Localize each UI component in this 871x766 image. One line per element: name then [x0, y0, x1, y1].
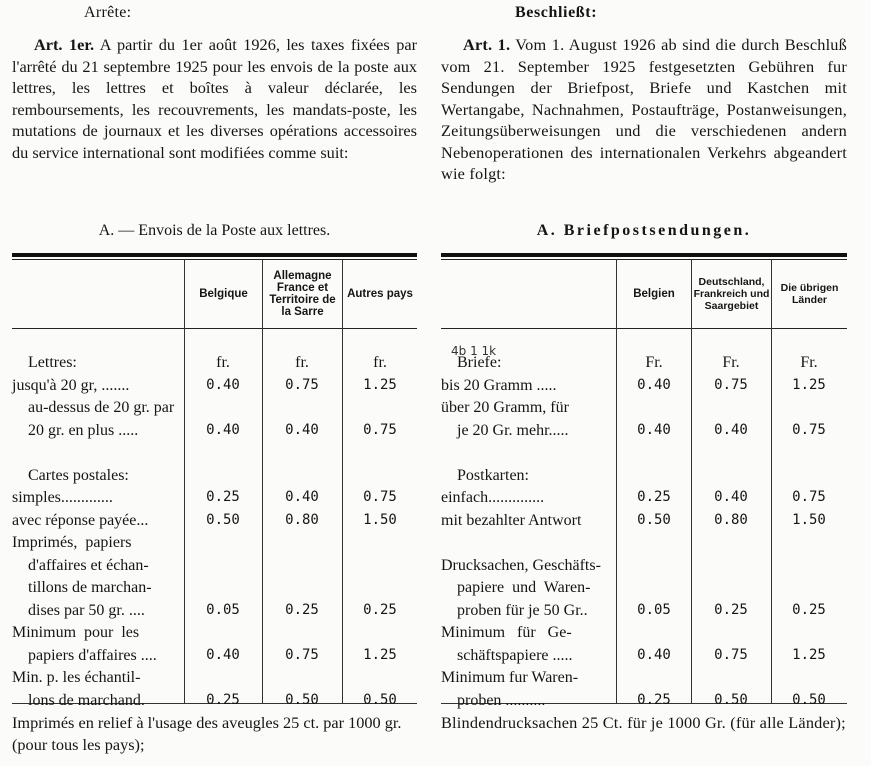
- cell-value: 0.40: [285, 489, 319, 505]
- cell-value: 0.40: [206, 376, 240, 393]
- row-label: papiers d'affaires ....: [12, 646, 157, 664]
- table-row: [441, 577, 847, 598]
- cell-value: 0.25: [363, 601, 397, 618]
- row-label: au-dessus de 20 gr. par: [12, 399, 175, 416]
- cell-value: 0.75: [792, 489, 826, 505]
- cell-value: 1.25: [363, 646, 397, 663]
- cell-value: 0.25: [206, 691, 240, 708]
- french-heading: Arrête:: [84, 4, 132, 21]
- row-label: avec réponse payée...: [12, 511, 149, 529]
- cell-value: 0.40: [637, 376, 671, 393]
- table-row: [12, 645, 417, 666]
- cell-value: fr.: [373, 354, 387, 371]
- table-row: [441, 532, 847, 553]
- table-row: [441, 375, 847, 396]
- cell-value: 0.50: [714, 691, 748, 708]
- cell-value: 1.50: [792, 511, 826, 528]
- cell-value: 0.50: [637, 511, 671, 528]
- cell-value: 1.25: [792, 646, 826, 663]
- table-row: [12, 622, 417, 643]
- cell-value: Fr.: [645, 354, 663, 371]
- row-label: Briefe:: [441, 354, 502, 371]
- cell-value: Fr.: [722, 354, 740, 371]
- table-row: [441, 600, 847, 621]
- cell-value: 0.75: [363, 421, 397, 438]
- cell-value: 0.75: [363, 489, 397, 505]
- table-row: [12, 690, 417, 711]
- cell-value: 0.25: [714, 601, 748, 618]
- column-header-deutschland: Deutschland, Frankreich und Saargebiet: [693, 276, 770, 312]
- row-label: simples.............: [12, 489, 113, 506]
- cell-value: fr.: [295, 354, 309, 371]
- row-label: über 20 Gramm, für: [441, 399, 569, 416]
- row-label: proben ..........: [441, 691, 546, 709]
- french-footer-text: Imprimés en relief à l'usage des aveugles 25 ct. par 1000 gr. (pour tous les pays);: [12, 713, 402, 754]
- table-row: [12, 667, 417, 688]
- cell-value: 0.40: [206, 646, 240, 663]
- german-heading: Beschließt:: [515, 4, 598, 21]
- cell-value: 0.75: [714, 376, 748, 393]
- row-label: schäftspapiere .....: [441, 646, 573, 664]
- row-label: 20 gr. en plus .....: [12, 421, 139, 439]
- table-top-thin-rule: [441, 259, 847, 260]
- table-row: [12, 420, 417, 441]
- cell-value: 0.75: [285, 376, 319, 393]
- row-label: proben für je 50 Gr..: [441, 601, 588, 619]
- cell-value: 1.25: [363, 376, 397, 393]
- table-row: [12, 600, 417, 621]
- cell-value: 0.40: [285, 421, 319, 438]
- table-row: [441, 397, 847, 418]
- row-label: Drucksachen, Geschäfts-: [441, 556, 601, 574]
- table-row: [441, 667, 847, 688]
- table-row: [12, 375, 417, 396]
- column-header-belgien: Belgien: [633, 288, 675, 300]
- french-article-label: Art. 1er.: [34, 35, 95, 54]
- row-label: jusqu'à 20 gr, .......: [12, 376, 130, 394]
- cell-value: 0.25: [637, 489, 671, 505]
- column-header-uebrige: Die übrigen Länder: [780, 282, 839, 306]
- pencil-annotation: 4b 1 1k: [451, 344, 497, 358]
- row-label: dises par 50 gr. ....: [12, 601, 145, 619]
- german-intro: [441, 34, 847, 185]
- table-row: [441, 645, 847, 666]
- cell-value: 0.25: [792, 601, 826, 618]
- cell-value: 0.40: [714, 489, 748, 505]
- row-label: tillons de marchan-: [12, 579, 152, 596]
- german-article-label: Art. 1.: [463, 35, 511, 54]
- cell-value: 0.50: [792, 691, 826, 708]
- row-label: je 20 Gr. mehr.....: [441, 421, 569, 439]
- cell-value: 0.50: [285, 691, 319, 708]
- cell-value: 0.40: [206, 421, 240, 438]
- row-label: einfach..............: [441, 489, 545, 506]
- row-label: Minimum pour les: [12, 624, 140, 641]
- row-label: Cartes postales:: [12, 466, 129, 484]
- german-footer-text: Blindendrucksachen 25 Ct. für je 1000 Gr. (für alle Länder);: [441, 713, 846, 732]
- cell-value: 0.05: [637, 601, 671, 618]
- cell-value: 0.25: [637, 691, 671, 708]
- table-row: [12, 510, 417, 531]
- cell-value: Fr.: [800, 354, 818, 371]
- cell-value: 0.80: [714, 511, 748, 528]
- french-intro: [12, 34, 417, 163]
- german-article-text: Vom 1. August 1926 ab sind die durch Beschluß vom 21. September 1925 festgesetzten Gebühren fur Sendungen der Briefpost, Briefe und Kastchen mit Wertangabe, Nachnahmen, Postaufträge, Postanweisungen, Zeitungsüberweisungen und die verschiedenen andern Nebenoperationen des internationalen Verkehrs abgeandert wie folgt:: [441, 35, 847, 183]
- column-header-allemagne: Allemagne France et Territoire de la Sarre: [269, 270, 336, 318]
- cell-value: 0.50: [363, 691, 397, 708]
- table-row: [12, 532, 417, 553]
- table-header-rule: [441, 328, 847, 329]
- row-label: Min. p. les échantil-: [12, 669, 141, 686]
- row-label: Minimum fur Waren-: [441, 669, 579, 686]
- cell-value: 0.25: [206, 489, 240, 505]
- table-row: [12, 352, 417, 373]
- cell-value: 0.25: [285, 601, 319, 618]
- cell-value: 0.75: [285, 646, 319, 663]
- cell-value: 0.40: [714, 421, 748, 438]
- row-label: Lettres:: [12, 354, 77, 371]
- row-label: bis 20 Gramm .....: [441, 376, 557, 394]
- cell-value: 0.80: [285, 511, 319, 528]
- table-row: [12, 465, 417, 486]
- table-row: [12, 577, 417, 598]
- table-header-rule: [12, 328, 417, 329]
- cell-value: 0.50: [206, 511, 240, 528]
- row-label: papiere und Waren-: [441, 579, 591, 596]
- table-row: [441, 690, 847, 711]
- table-row: [441, 510, 847, 531]
- table-row: [441, 420, 847, 441]
- cell-value: 0.40: [637, 421, 671, 438]
- cell-value: 0.75: [792, 421, 826, 438]
- row-label: d'affaires et échan-: [12, 556, 149, 574]
- cell-value: fr.: [216, 354, 230, 371]
- table-row: [12, 397, 417, 418]
- row-label: Postkarten:: [441, 466, 529, 484]
- cell-value: 1.50: [363, 511, 397, 528]
- row-label: lons de marchand.: [12, 691, 145, 709]
- table-row: [441, 487, 847, 508]
- row-label: Imprimés, papiers: [12, 534, 132, 551]
- table-row: [441, 442, 847, 463]
- column-header-autres: Autres pays: [347, 288, 413, 300]
- table-top-rule: [441, 253, 847, 257]
- row-label: Minimum für Ge-: [441, 624, 572, 641]
- french-section-title: A. — Envois de la Poste aux lettres.: [98, 222, 331, 239]
- table-top-rule: [12, 253, 417, 257]
- cell-value: 0.05: [206, 601, 240, 618]
- table-row: [441, 555, 847, 576]
- table-row: [441, 622, 847, 643]
- column-header-belgique: Belgique: [199, 288, 248, 300]
- german-section-title: A. Briefpostsendungen.: [536, 222, 752, 239]
- row-label: mit bezahlter Antwort: [441, 511, 582, 529]
- cell-value: 1.25: [792, 376, 826, 393]
- table-row: [441, 465, 847, 486]
- table-row: [12, 555, 417, 576]
- french-article-text: A partir du 1er août 1926, les taxes fixées par l'arrêté du 21 septembre 1925 pour les envois de la poste aux lettres, les lettres et boîtes à valeur déclarée, les remboursements, les recouvrements, les mandats-poste, les mutations de journaux et les diverses opérations accessoires du service international sont modifiées comme suit:: [12, 35, 418, 162]
- table-row: [12, 442, 417, 463]
- table-top-thin-rule: [12, 259, 417, 260]
- cell-value: 0.75: [714, 646, 748, 663]
- table-row: [12, 487, 417, 508]
- cell-value: 0.40: [637, 646, 671, 663]
- table-row: [441, 352, 847, 373]
